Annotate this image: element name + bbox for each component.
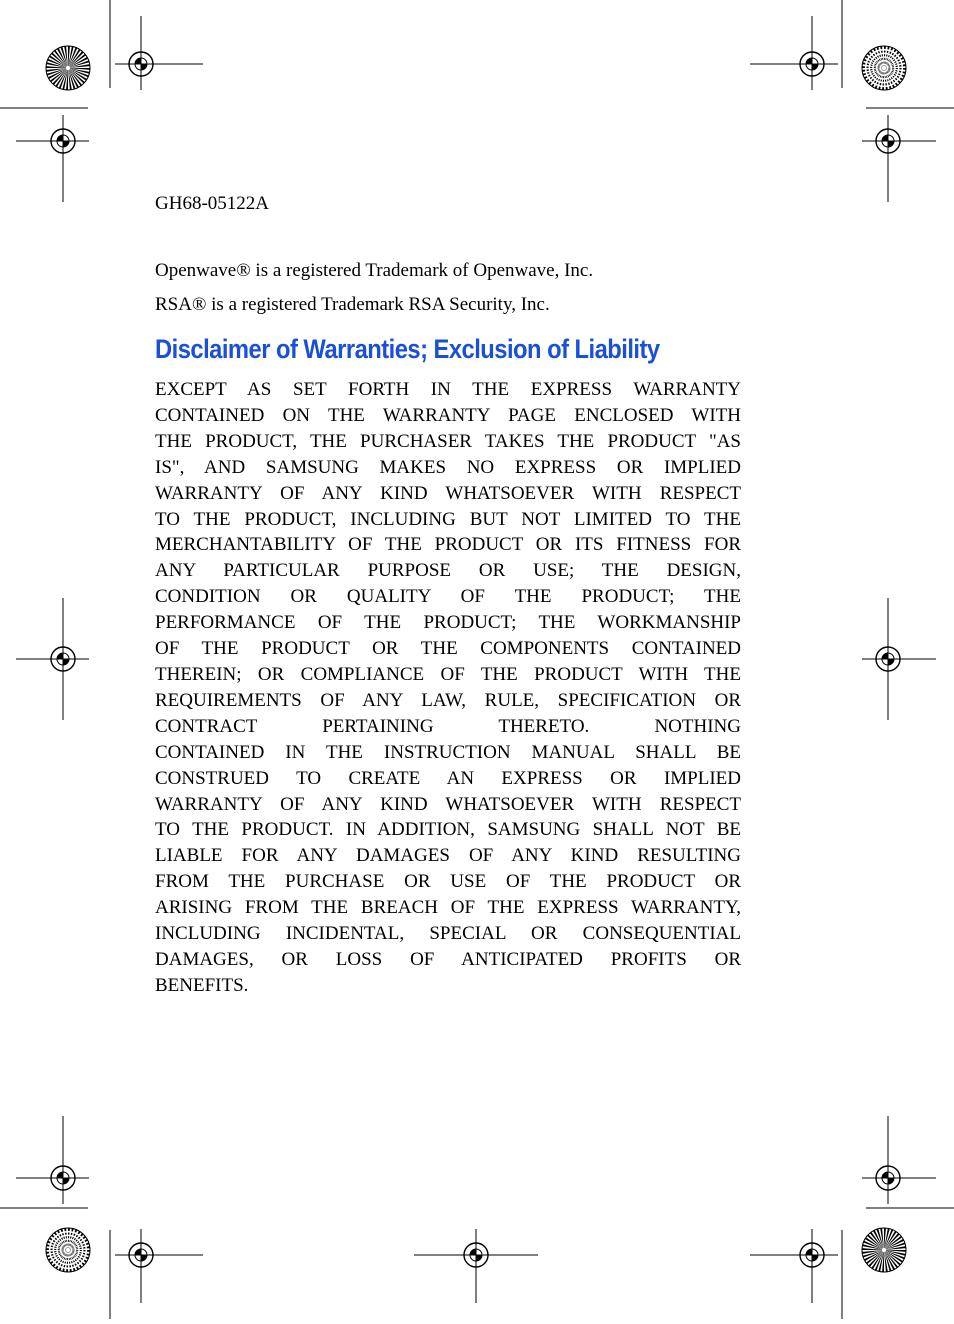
disclaimer-line: PERFORMANCE OF THE PRODUCT; THE WORKMANSHIP xyxy=(155,612,741,634)
disclaimer-line: WARRANTY OF ANY KIND WHATSOEVER WITH RESPECT xyxy=(155,482,741,504)
crosshair-registration-mark-icon xyxy=(450,1229,502,1281)
starburst-target-icon xyxy=(46,1228,90,1272)
disclaimer-line: CONTAINED ON THE WARRANTY PAGE ENCLOSED WITH xyxy=(155,404,741,426)
starburst-target-icon xyxy=(862,1228,906,1272)
crosshair-registration-mark-icon xyxy=(862,633,914,685)
crosshair-registration-mark-icon xyxy=(37,1152,89,1204)
starburst-target-icon xyxy=(46,46,90,90)
crosshair-registration-mark-icon xyxy=(115,1229,167,1281)
disclaimer-line: THEREIN; OR COMPLIANCE OF THE PRODUCT WITH THE xyxy=(155,663,741,685)
disclaimer-line: FROM THE PURCHASE OR USE OF THE PRODUCT OR xyxy=(155,871,741,893)
disclaimer-line: INCLUDING INCIDENTAL, SPECIAL OR CONSEQUENTIAL xyxy=(155,923,741,945)
crosshair-registration-mark-icon xyxy=(37,633,89,685)
disclaimer-body xyxy=(155,377,741,999)
crosshair-registration-mark-icon xyxy=(115,38,167,90)
disclaimer-line: CONTRACT PERTAINING THERETO. NOTHING xyxy=(155,715,741,737)
disclaimer-line: TO THE PRODUCT, INCLUDING BUT NOT LIMITED TO THE xyxy=(155,508,741,530)
disclaimer-line: BENEFITS. xyxy=(155,974,249,996)
trademark-notice-rsa: RSA® is a registered Trademark RSA Security, Inc. xyxy=(155,294,550,315)
disclaimer-line: THE PRODUCT, THE PURCHASER TAKES THE PRODUCT "AS xyxy=(155,430,741,452)
crosshair-registration-mark-icon xyxy=(786,1229,838,1281)
disclaimer-line: LIABLE FOR ANY DAMAGES OF ANY KIND RESULTING xyxy=(155,845,741,867)
disclaimer-line: TO THE PRODUCT. IN ADDITION, SAMSUNG SHALL NOT BE xyxy=(155,819,741,841)
disclaimer-line: CONDITION OR QUALITY OF THE PRODUCT; THE xyxy=(155,586,741,608)
trademark-notice-openwave: Openwave® is a registered Trademark of Openwave, Inc. xyxy=(155,260,594,281)
disclaimer-line: ARISING FROM THE BREACH OF THE EXPRESS WARRANTY, xyxy=(155,897,741,919)
disclaimer-line: CONSTRUED TO CREATE AN EXPRESS OR IMPLIED xyxy=(155,767,741,789)
section-heading: Disclaimer of Warranties; Exclusion of Liability xyxy=(155,334,660,364)
disclaimer-line: OF THE PRODUCT OR THE COMPONENTS CONTAINED xyxy=(155,638,741,660)
disclaimer-line: WARRANTY OF ANY KIND WHATSOEVER WITH RESPECT xyxy=(155,793,741,815)
crosshair-registration-mark-icon xyxy=(862,115,914,167)
disclaimer-line: CONTAINED IN THE INSTRUCTION MANUAL SHALL BE xyxy=(155,741,741,763)
disclaimer-line: EXCEPT AS SET FORTH IN THE EXPRESS WARRANTY xyxy=(155,379,741,400)
disclaimer-line: ANY PARTICULAR PURPOSE OR USE; THE DESIGN, xyxy=(155,560,741,582)
crosshair-registration-mark-icon xyxy=(37,115,89,167)
starburst-target-icon xyxy=(862,46,906,90)
crosshair-registration-mark-icon xyxy=(862,1152,914,1204)
crosshair-registration-mark-icon xyxy=(786,38,838,90)
disclaimer-line: MERCHANTABILITY OF THE PRODUCT OR ITS FITNESS FOR xyxy=(155,534,741,556)
disclaimer-line: IS", AND SAMSUNG MAKES NO EXPRESS OR IMPLIED xyxy=(155,456,741,478)
disclaimer-line: DAMAGES, OR LOSS OF ANTICIPATED PROFITS OR xyxy=(155,948,741,970)
disclaimer-line: REQUIREMENTS OF ANY LAW, RULE, SPECIFICATION OR xyxy=(155,689,741,711)
document-code: GH68-05122A xyxy=(155,193,269,214)
